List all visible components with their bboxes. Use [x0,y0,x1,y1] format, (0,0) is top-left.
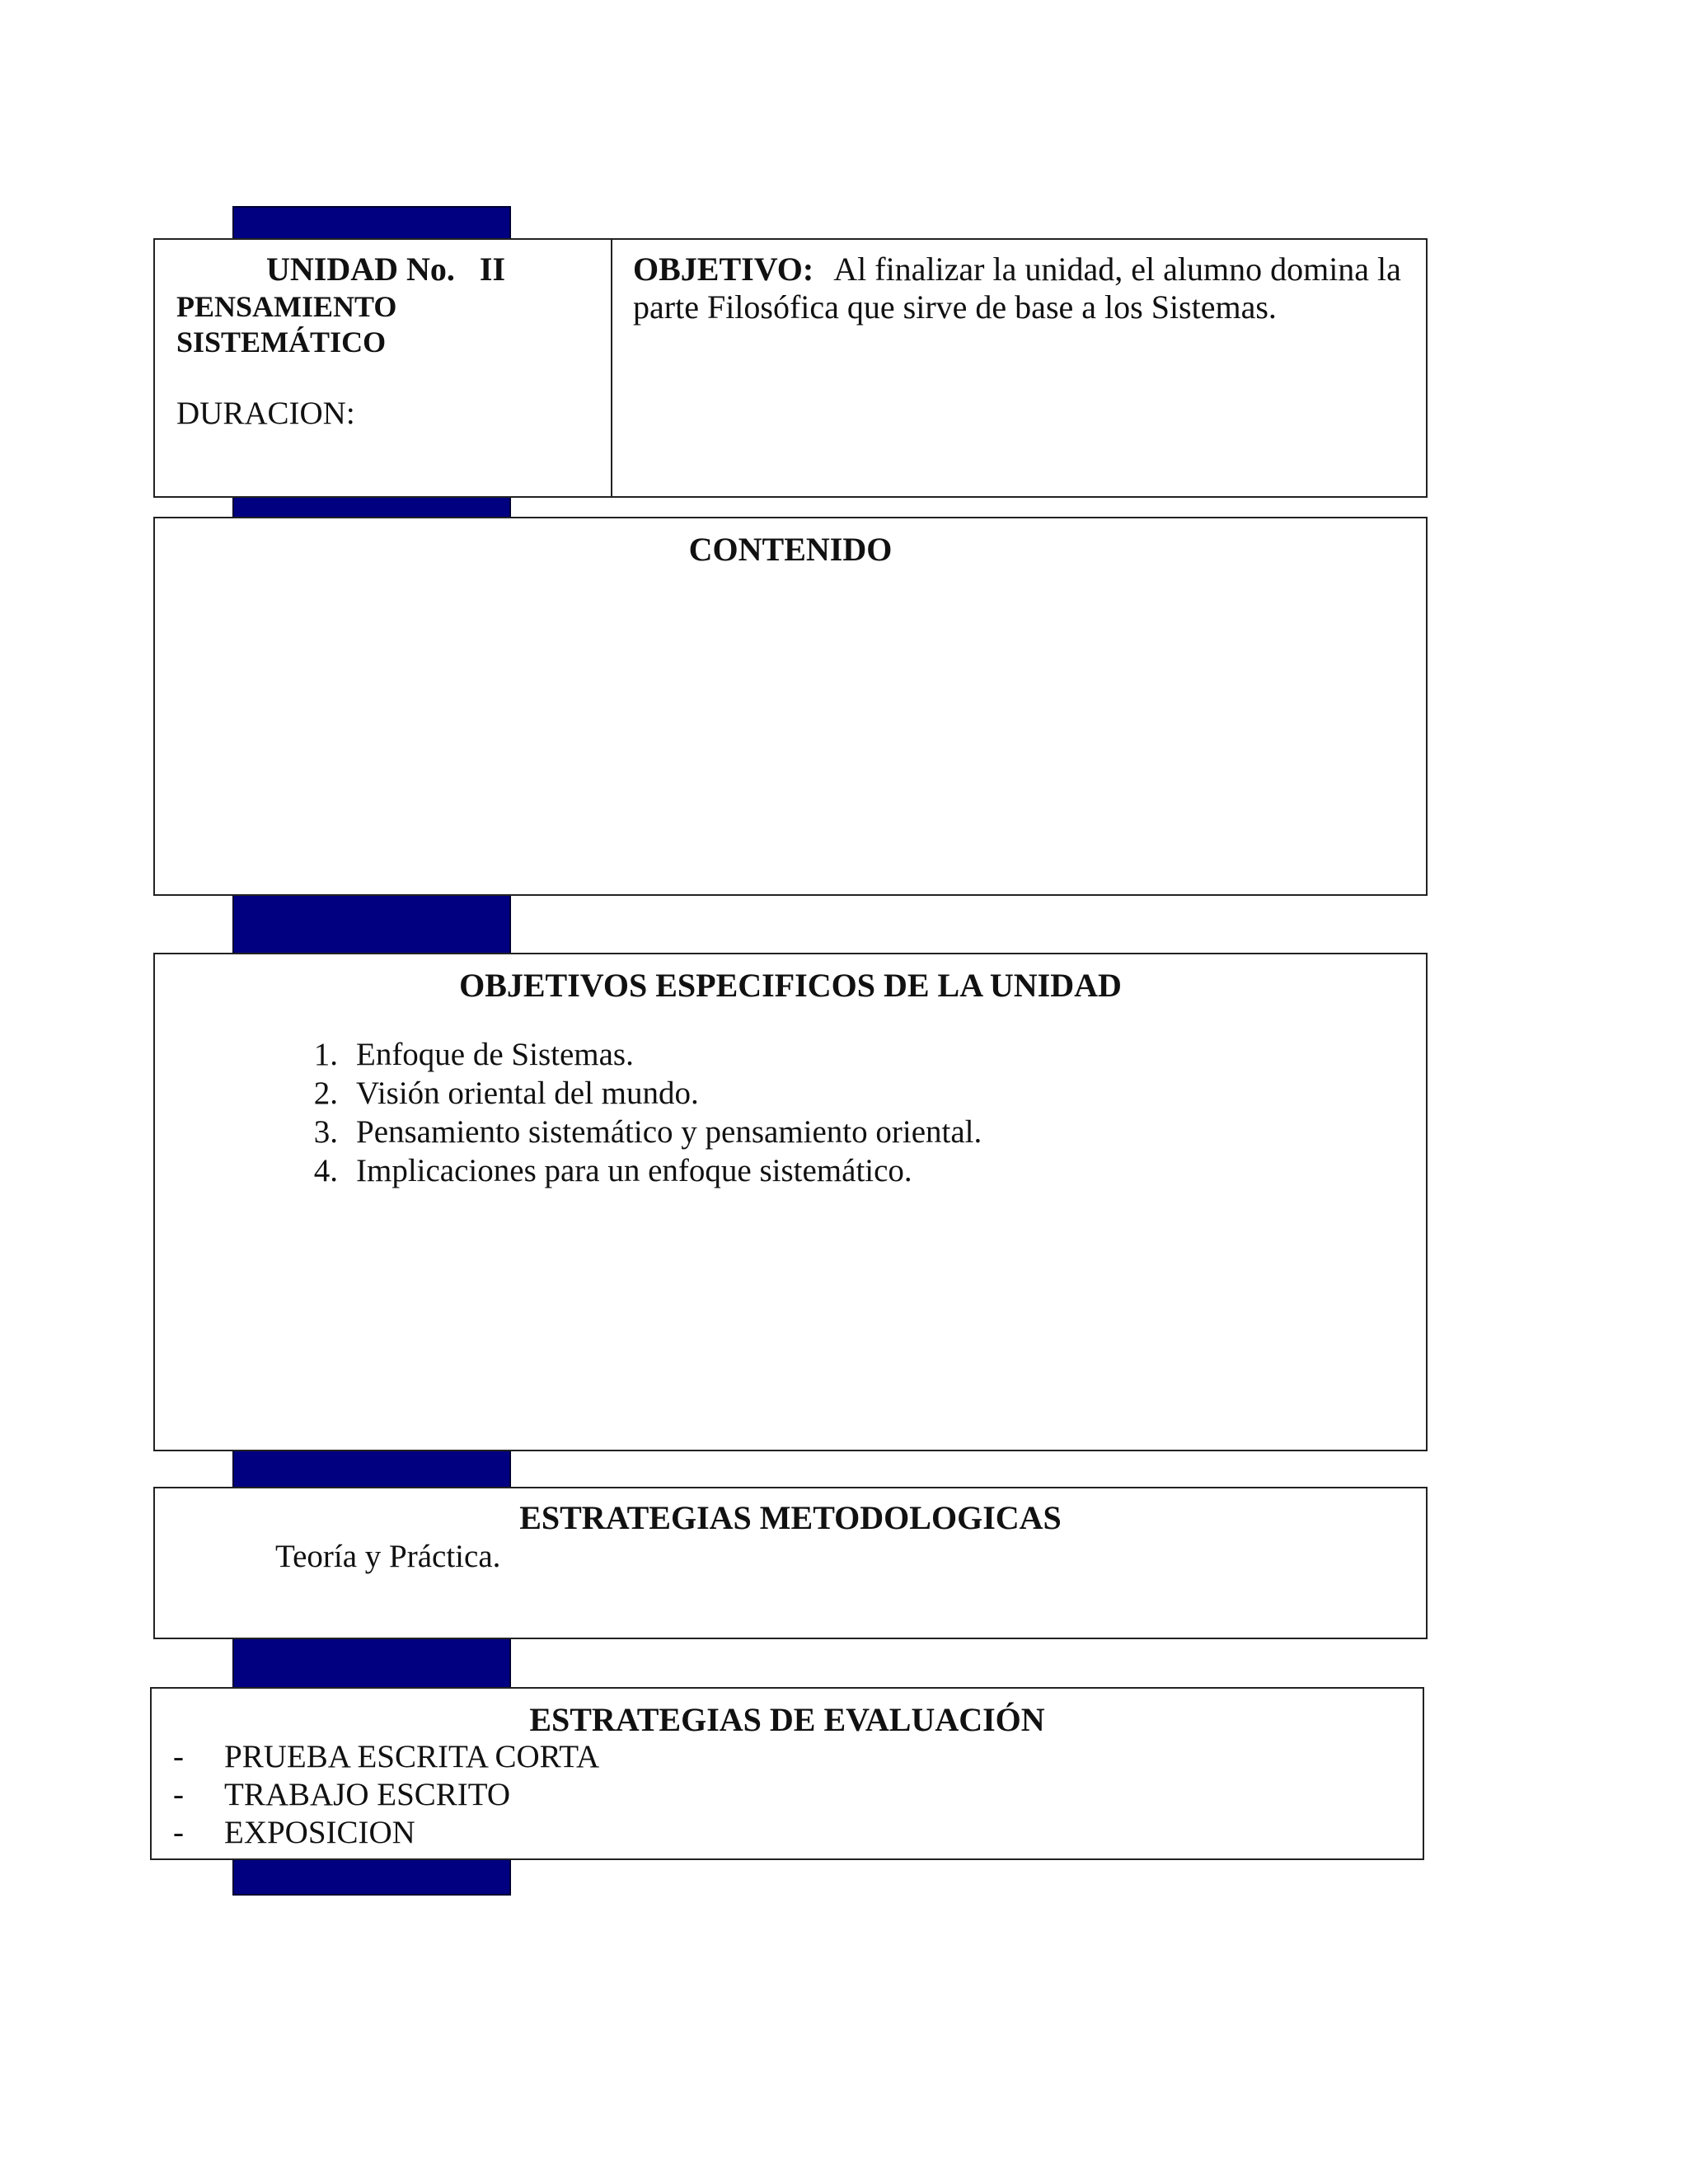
list-item: - TRABAJO ESCRITO [173,1777,511,1812]
evaluacion-list [173,1738,599,1852]
unit-header-box [153,238,1428,498]
objective-line2: parte Filosófica que sirve de base a los Sistemas. [633,288,1277,326]
estrategias-evaluacion-title: ESTRATEGIAS DE EVALUACIÓN [529,1701,1045,1738]
accent-bar-top [232,206,511,241]
accent-bar-3 [232,1449,511,1490]
list-item: 2. Visión oriental del mundo. [313,1076,699,1111]
accent-bar-4 [232,1637,511,1691]
accent-bar-2 [232,893,511,956]
list-item: 1. Enfoque de Sistemas. [313,1037,634,1072]
contenido-box [153,517,1428,896]
objetivos-especificos-title: OBJETIVOS ESPECIFICOS DE LA UNIDAD [459,967,1122,1004]
estrategias-metodologicas-text: Teoría y Práctica. [275,1539,501,1574]
objective-label: OBJETIVO: [633,251,814,288]
list-item: - PRUEBA ESCRITA CORTA [173,1739,600,1774]
list-item: 4. Implicaciones para un enfoque sistemático. [313,1153,912,1188]
unit-info-cell [155,240,612,496]
unit-name-line2: SISTEMÁTICO [176,326,387,359]
unit-name-line1: PENSAMIENTO [176,290,397,323]
accent-bar-bottom [232,1854,511,1896]
estrategias-metodologicas-title: ESTRATEGIAS METODOLOGICAS [519,1499,1062,1536]
list-item: 3. Pensamiento sistemático y pensamiento oriental. [313,1114,982,1150]
objective-text-line1 [633,250,1401,288]
estrategias-metodologicas-box [153,1487,1428,1639]
objetivos-especificos-box [153,953,1428,1451]
estrategias-evaluacion-box [150,1687,1424,1860]
duration-label: DURACION: [176,396,355,431]
list-item: - EXPOSICION [173,1815,415,1850]
unit-number: UNIDAD No. II [266,251,506,288]
objetivos-list [287,1035,982,1190]
objective-cell [612,240,1426,496]
contenido-title: CONTENIDO [688,531,893,568]
objective-line1: Al finalizar la unidad, el alumno domina la [833,251,1401,288]
